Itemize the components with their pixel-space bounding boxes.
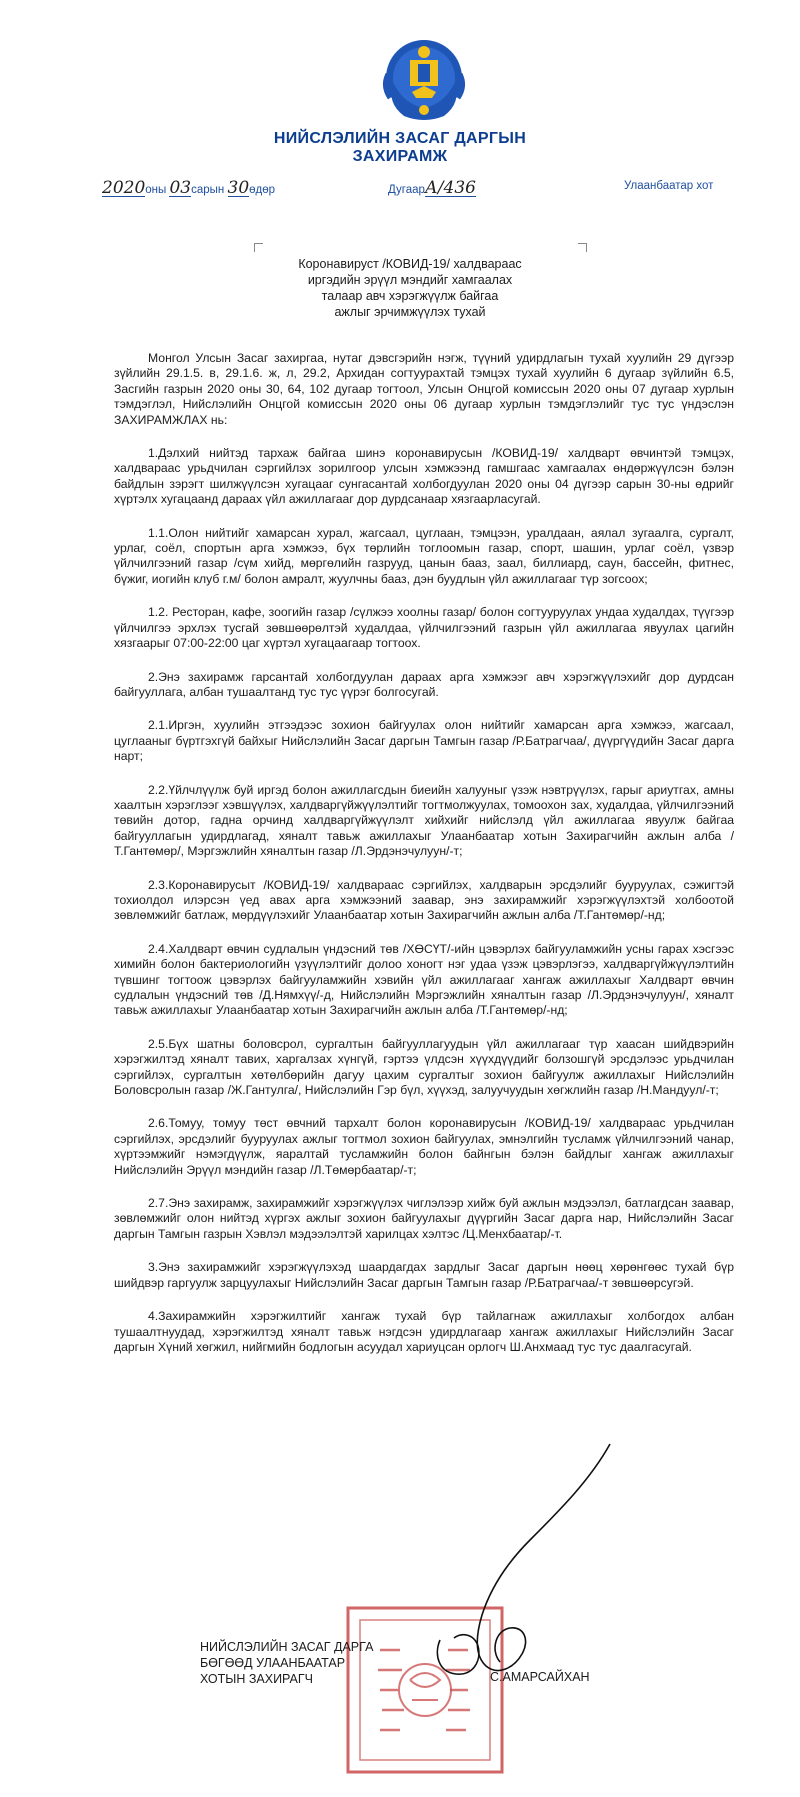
date-year: 2020 [102, 178, 146, 198]
signatory-title-line: БӨГӨӨД УЛААНБААТАР [200, 1656, 346, 1670]
document-subject [240, 256, 580, 320]
body-paragraph: 2.Энэ захирамж гарсантай холбогдуулан дараах арга хэмжээг авч хэрэгжүүлэхийг дор дурдсан байгууллага, албан тушаалтанд тус тус үүрэг болгосугай. [114, 669, 734, 699]
subject-line: талаар авч хэрэгжүүлж байгаа [321, 289, 499, 303]
date-month: 03 [169, 178, 192, 198]
document-date [102, 180, 275, 197]
body-paragraph: 2.5.Бүх шатны боловсрол, сургалтын байгууллагуудын үйл ажиллагааг түр хаасан шийдвэрийн хэрэгжилтэд хяналт тавих, харгалзах хүнгүй, гэртээ үлдсэн хүүхдүүдийг болзошгүй эрсдэлээс урьдчилан сэргийлэх, сургалтын хөтөлбөрийн дагуу цахим сургалтыг зохион байгуулж ажиллахыг Нийслэлийн Боловсролын газар /Ж.Гантулга/, Нийслэлийн Гэр бүл, хүүхэд, залуучуудын хөгжлийн газар /Н.Мандуул/-т; [114, 1036, 734, 1098]
body-paragraph: 2.6.Томуу, томуу төст өвчний тархалт болон коронавирусын /КОВИД-19/ халдвараас урьдчилан сэргийлэх, эрсдэлийг бууруулах ажлыг тогтмол зохион байгуулах, эмнэлгийн тусламж үйлчилгээний чанар, хүртээмжийг нэмэгдүүлж, яаралтай тусламжийн болон байнгын бэлэн байдлыг хангаж ажиллахыг Нийслэлийн Эрүүл мэндийн газар /Л.Төмөрбаатар/-т; [114, 1116, 734, 1177]
handwritten-signature [410, 1440, 620, 1690]
date-year-label: оны [145, 184, 167, 196]
org-name-line1: НИЙСЛЭЛИЙН ЗАСАГ ДАРГЫН [273, 130, 527, 147]
signatory-title [200, 1639, 373, 1687]
body-paragraph: 2.7.Энэ захирамж, захирамжийг хэрэгжүүлэх чиглэлээр хийж буй ажлын мэдээлэл, батлагдсан заавар, зөвлөмжийг олон нийтэд хүргэх ажлыг зохион байгуулахыг дүүргийн Засаг дарга нар, Нийслэлийн Засаг даргын Тамгын газрын Хэвлэл мэдээлэлтэй харилцах хэлтэс /Ц.Менхбаатар/-т. [114, 1196, 734, 1241]
subject-line: иргэдийн эрүүл мэндийг хамгаалах [307, 273, 513, 287]
signatory-title-line: НИЙСЛЭЛИЙН ЗАСАГ ДАРГА [200, 1640, 374, 1654]
number-value: А/436 [424, 178, 476, 198]
signatory-title-line: ХОТЫН ЗАХИРАГЧ [200, 1672, 313, 1686]
body-paragraph: 1.2. Ресторан, кафе, зоогийн газар /сүлжээ хоолны газар/ болон согтууруулах ундаа худалдах, түүгээр үйлчилгээ эрхлэх тусгай зөвшөөрөлтэй худалдаа, үйлчилгээний газрын үйл ажиллагаа явуулах цагийн хязгаарыг 07:00-22:00 цаг хүртэл хугацаагаар тогтоох. [114, 605, 734, 651]
date-day-label: өдөр [249, 184, 276, 196]
body-paragraph: 3.Энэ захирамжийг хэрэгжүүлэхэд шаардагдах зардлыг Засаг даргын нөөц хөрөнгөөс тухай бүр шийдвэр гаргуулж зарцуулахыг Нийслэлийн Засаг даргын Тамгын газар /Р.Батрагчаа/-т зөвшөөрсугэй. [114, 1260, 734, 1290]
subject-line: Коронавируст /КОВИД-19/ халдвараас [298, 257, 522, 271]
subject-bracket-right [578, 243, 587, 252]
date-day: 30 [227, 178, 250, 198]
body-paragraph: 2.3.Коронавирусыт /КОВИД-19/ халдвараас сэргийлэх, халдварын эрсдэлийг бууруулах, сэжигтэй тохиолдол илэрсэн үед авах арга хэмжээний заавар, энэ захирамжийг хэрэгжүүлэхтэй холбоотой зөвлөмжийг батлаж, мөрдүүлэхийг Улаанбаатар хотын Захирагчийн ажлын алба /Т.Гантөмөр/-нд; [114, 877, 734, 923]
body-paragraph: 2.4.Халдварт өвчин судлалын үндэсний төв /ХӨСҮТ/-ийн цэвэрлэх байгууламжийн усны гарах хэсгээс химийн болон бактериологийн үзүүлэлтийг долоо хоногт нэг удаа үзэж цэвэрлэгээ, халдваргүйжүүлэлтийн түвшинг тогтоож цэвэрлэх байгууламжийн хэвийн үйл ажиллагааг хангаж ажиллахыг Халдварт өвчин судлалын үндэсний төв /Д.Нямхүү/-д, Нийслэлийн Мэргэжлийн хяналтын газар /Л.Эрдэнэчулуун/, хяналт тавьж ажиллахыг Улаанбаатар хотын Захирагчийн ажлын алба /Т.Гантөмөр/-нд; [114, 941, 734, 1018]
number-label: Дугаар [388, 184, 425, 196]
body-paragraph: Монгол Улсын Засаг захиргаа, нутаг дэвсгэрийн нэгж, түүний удирдлагын тухай хуулийн 29 дүгээр зүйлийн 29.1.5. в, 29.1.6. ж, л, 29.2, Архидан согтуурахтай тэмцэх тухай хуулийн 6 дугаар зүйлийн 6.5, Засгийн газрын 2020 оны 30, 64, 102 дугаар тогтоол, Улсын Онцгой комиссын 2020 оны 07 дугаар хурлын тэмдэглэл, Нийслэлийн Онцгой комиссын 2020 оны 06 дугаар хурлын тэмдэглэлийг тус тус үндэслэн ЗАХИРАМЖЛАХ нь: [114, 351, 734, 427]
subject-bracket-left [254, 243, 263, 252]
body-paragraph: 2.2.Үйлчлүүлж буй иргэд болон ажиллагсдын биеийн халууныг үзэж нэвтрүүлэх, гарыг ариутгах, амны хаалтын хэрэглээг хэвшүүлэх, халдваргүйжүүлэлтийг тогтмолжуулах, томоохон зах, худалдаа, үйлчилгээний төвийн дотор, гадна орчинд халдваргүйжүүлэлт хийхийг нийслэлд үйл ажиллагаа явуулж байгаа байгууллагын удирдлагад, хяналт тавьж ажиллахыг Улаанбаатар хотын Захирагчийн ажлын алба /Т.Гантөмөр/, Мэргэжлийн хяналтын газар /Л.Эрдэнэчулуун/-т; [114, 782, 734, 859]
document-body [114, 351, 734, 1373]
signatory-name: С.АМАРСАЙХАН [490, 1670, 590, 1684]
body-paragraph: 1.1.Олон нийтийг хамарсан хурал, жагсаал, цуглаан, тэмцээн, уралдаан, аялал зугаалга, сургалт, урлаг, соёл, спортын арга хэмжээ, бүх төрлийн тоглоомын газар, спорт, шашин, урлаг соёл, үзвэр үйлчилгээний газар /сүм хийд, мөргөлийн газрууд, цанын бааз, заал, биллиард, саун, бассейн, фитнес, бүжиг, иогийн клуб г.м/ болон амралт, жуулчны бааз, дэн буудлын үйл ажиллагааг түр зогсоох; [114, 525, 734, 586]
date-month-label: сарын [191, 184, 225, 196]
body-paragraph: 4.Захирамжийн хэрэгжилтийг хангаж тухай бүр тайлагнаж ажиллахыг холбогдох албан тушаалтнуудад, хэрэгжилтэд хяналт тавьж нэгдсэн удирдлагаар хангаж ажиллахыг Нийслэлийн Засаг даргын Хүний хөгжил, нийгмийн бодлогын асуудал хариуцсан орлогч Ш.Анхмаад тус тус даалгасугай. [114, 1309, 734, 1354]
body-paragraph: 2.1.Иргэн, хуулийн этгээдээс зохион байгуулах олон нийтийг хамарсан арга хэмжээ, жагсаал, цуглааныг бүртгэхгүй байхыг Нийслэлийн Засаг даргын Тамгын газар /Р.Батрагчаа/, дүүргүүдийн Засаг дарга нарт; [114, 718, 734, 764]
document-city: Улаанбаатар хот [624, 180, 714, 192]
document-number [388, 180, 476, 197]
body-paragraph: 1.Дэлхий нийтэд тархаж байгаа шинэ коронавирусын /КОВИД-19/ халдварт өвчинтэй тэмцэх, халдвараас урьдчилан сэргийлэх зорилгоор улсын хэмжээнд гамшгаас хамгаалах өндөржүүлсэн бэлэн байдлын зэрэгт шилжүүлсэн хугацааг сунгасантай холбогдуулан 2020 оны 04 дүгээр сарын 30-ны өдрийг хүртэлх хугацаанд дараах үйл ажиллагааг дор дурдсанаар хязгаарласугай. [114, 446, 734, 507]
state-emblem-icon [374, 34, 474, 126]
subject-line: ажлыг эрчимжүүлэх тухай [334, 305, 486, 319]
org-name-line2: ЗАХИРАМЖ [352, 148, 448, 165]
